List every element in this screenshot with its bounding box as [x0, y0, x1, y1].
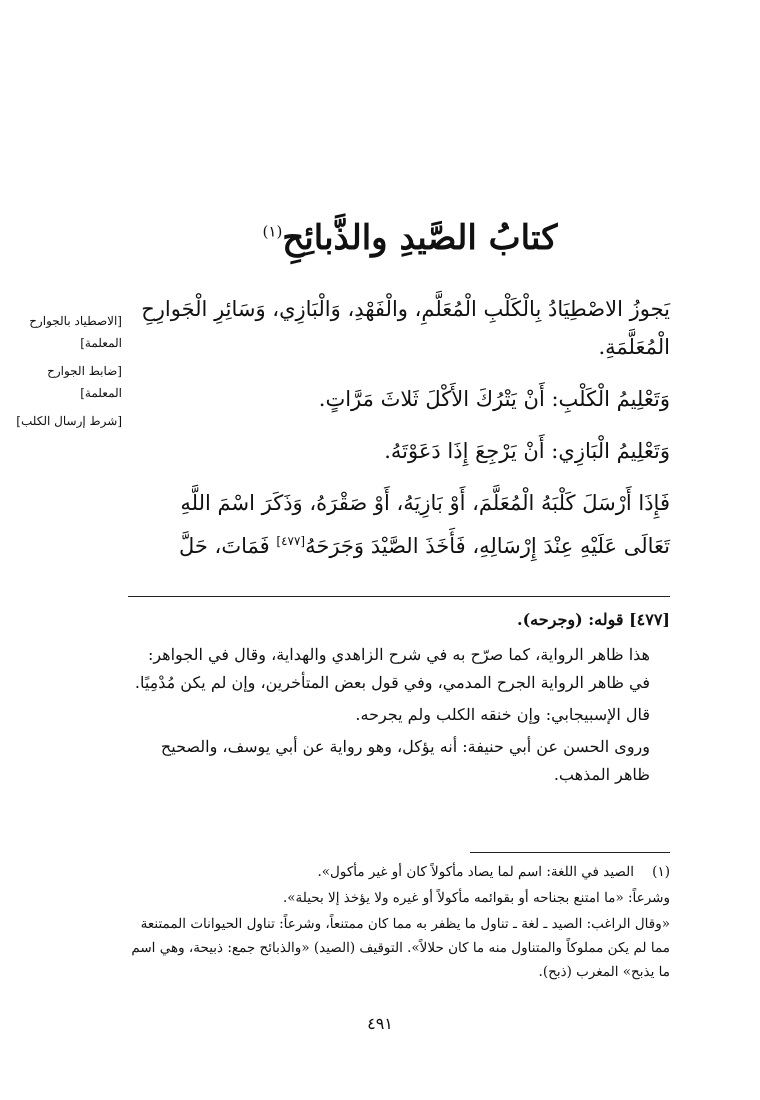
main-paragraph [128, 484, 670, 565]
footnote-text: الصيد في اللغة: اسم لما يصاد مأكولاً كان أو غير مأكول». [317, 864, 634, 880]
main-paragraph-text: فَإِذَا أَرْسَلَ كَلْبَهُ الْمُعَلَّمَ، أَوْ بَازِيَهُ، أَوْ صَقْرَهُ، وَذَكَرَ اسْمَ اللَّهِ تَعَالَى عَلَيْهِ عِنْدَ إِرْسَالِهِ، فَأَخَذَ الصَّيْدَ وَجَرَحَهُ [180, 491, 670, 558]
footnote-line: «وقال الراغب: الصيد ـ لغة ـ تناول ما يظفر به مما كان ممتنعاً، وشرعاً: تناول الحيوانات الممتنعة مما لم يكن مملوكاً والمتناول منه ما كان حلالاً». التوقيف (الصيد) «والذبائح جمع: ذبيحة، وهي اسم ما يذبح» المغرب (ذبح). [131, 916, 670, 980]
main-text [128, 290, 670, 579]
margin-notes [12, 310, 122, 438]
commentary-paragraph: هذا ظاهر الرواية، كما صرّح به في شرح الزاهدي والهداية، وقال في الجواهر: في ظاهر الرواية الجرح المدمي، وفي قول بعض المتأخرين، وإن لم يكن مُدْمِيًا. [134, 645, 650, 692]
main-paragraph: وَتَعْلِيمُ الْكَلْبِ: أَنْ يَتْرُكَ الأَكْلَ ثَلاثَ مَرَّاتٍ. [318, 387, 670, 411]
page-number: ٤٩١ [367, 1014, 393, 1033]
commentary-ref[interactable]: [٤٧٧] [276, 534, 306, 548]
margin-note: [الاصطياد بالجوارح المعلمة] [29, 314, 122, 350]
commentary-heading: [٤٧٧] قوله: (وجرحه). [517, 610, 670, 629]
title-footnote-ref[interactable]: (١) [262, 222, 283, 241]
footnote-divider [470, 852, 670, 853]
commentary-section [128, 605, 670, 793]
commentary-divider [128, 596, 670, 597]
margin-note: [ضابط الجوارح المعلمة] [47, 364, 122, 400]
footnote-line: وشرعاً: «ما امتنع بجناحه أو بقوائمه مأكولاً أو غيره ولا يؤخذ إلا بحيلة». [282, 890, 670, 906]
commentary-paragraph: وروى الحسن عن أبي حنيفة: أنه يؤكل، وهو رواية عن أبي يوسف، والصحيح ظاهر المذهب. [160, 737, 650, 784]
margin-note: [شرط إرسال الكلب] [16, 414, 122, 428]
chapter-title-text: كتابُ الصَّيدِ والذَّبائِحِ [282, 218, 558, 258]
main-paragraph: يَجوزُ الاصْطِيَادُ بِالْكَلْبِ الْمُعَلَّمِ، والْفَهْدِ، وَالْبَازِي، وَسَائِرِ الْجَوارِحِ الْمُعَلَّمَةِ. [141, 297, 670, 359]
footnote-section [128, 860, 670, 986]
chapter-title [150, 218, 670, 258]
main-paragraph-text: فَمَاتَ، حَلَّ [179, 534, 277, 558]
commentary-paragraph: قال الإسبيجابي: وإن خنقه الكلب ولم يجرحه. [355, 705, 650, 724]
main-paragraph: وَتَعْلِيمُ الْبَازِي: أَنْ يَرْجِعَ إِذَا دَعَوْتَهُ. [384, 439, 670, 463]
footnote-line [128, 860, 670, 884]
footnote-number: (١) [652, 864, 670, 880]
